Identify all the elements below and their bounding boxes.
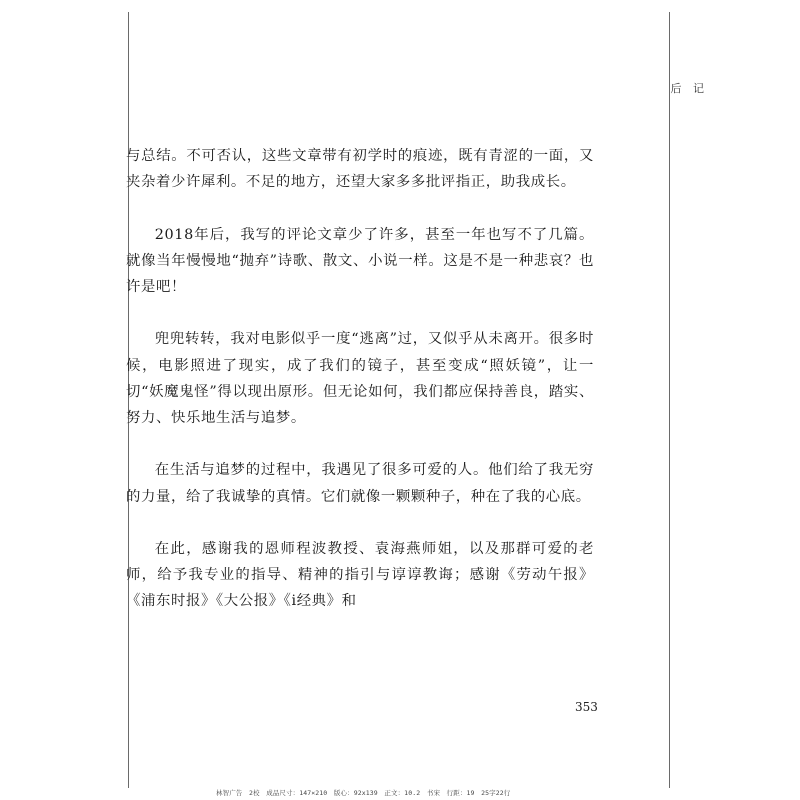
paragraph-continuation: 与总结。不可否认，这些文章带有初学时的痕迹，既有青涩的一面，又夹杂着少许犀利。不足的地方，还望大家多多批评指正，助我成长。 — [126, 148, 594, 191]
paragraph: 2018年后，我写的评论文章少了许多，甚至一年也写不了几篇。就像当年慢慢地“抛弃”诗歌、散文、小说一样。这是不是一种悲哀？也许是吧！ — [126, 226, 594, 295]
printer-info-line: 林智广告 2校 成品尺寸：147×210 版心：92x139 正文：10.2 书宋 行距：19 25字22行 — [216, 789, 511, 797]
paragraph: 在生活与追梦的过程中，我遇见了很多可爱的人。他们给了我无穷的力量，给了我诚挚的真情。它们就像一颗颗种子，种在了我的心底。 — [126, 462, 594, 505]
running-head: 后 记 — [670, 82, 708, 95]
paragraph: 在此，感谢我的恩师程波教授、袁海燕师姐，以及那群可爱的老师，给予我专业的指导、精神的指引与谆谆教诲；感谢《劳动午报》《浦东时报》《大公报》《i经典》和 — [126, 540, 594, 610]
page-number: 353 — [575, 700, 598, 714]
paragraph: 兜兜转转，我对电影似乎一度“逃离”过，又似乎从未离开。很多时候，电影照进了现实，成了我们的镜子，甚至变成“照妖镜”，让一切“妖魔鬼怪”得以现出原形。但无论如何，我们都应保持善良，踏实、努力、快乐地生活与追梦。 — [126, 331, 594, 426]
body-text — [126, 143, 594, 641]
